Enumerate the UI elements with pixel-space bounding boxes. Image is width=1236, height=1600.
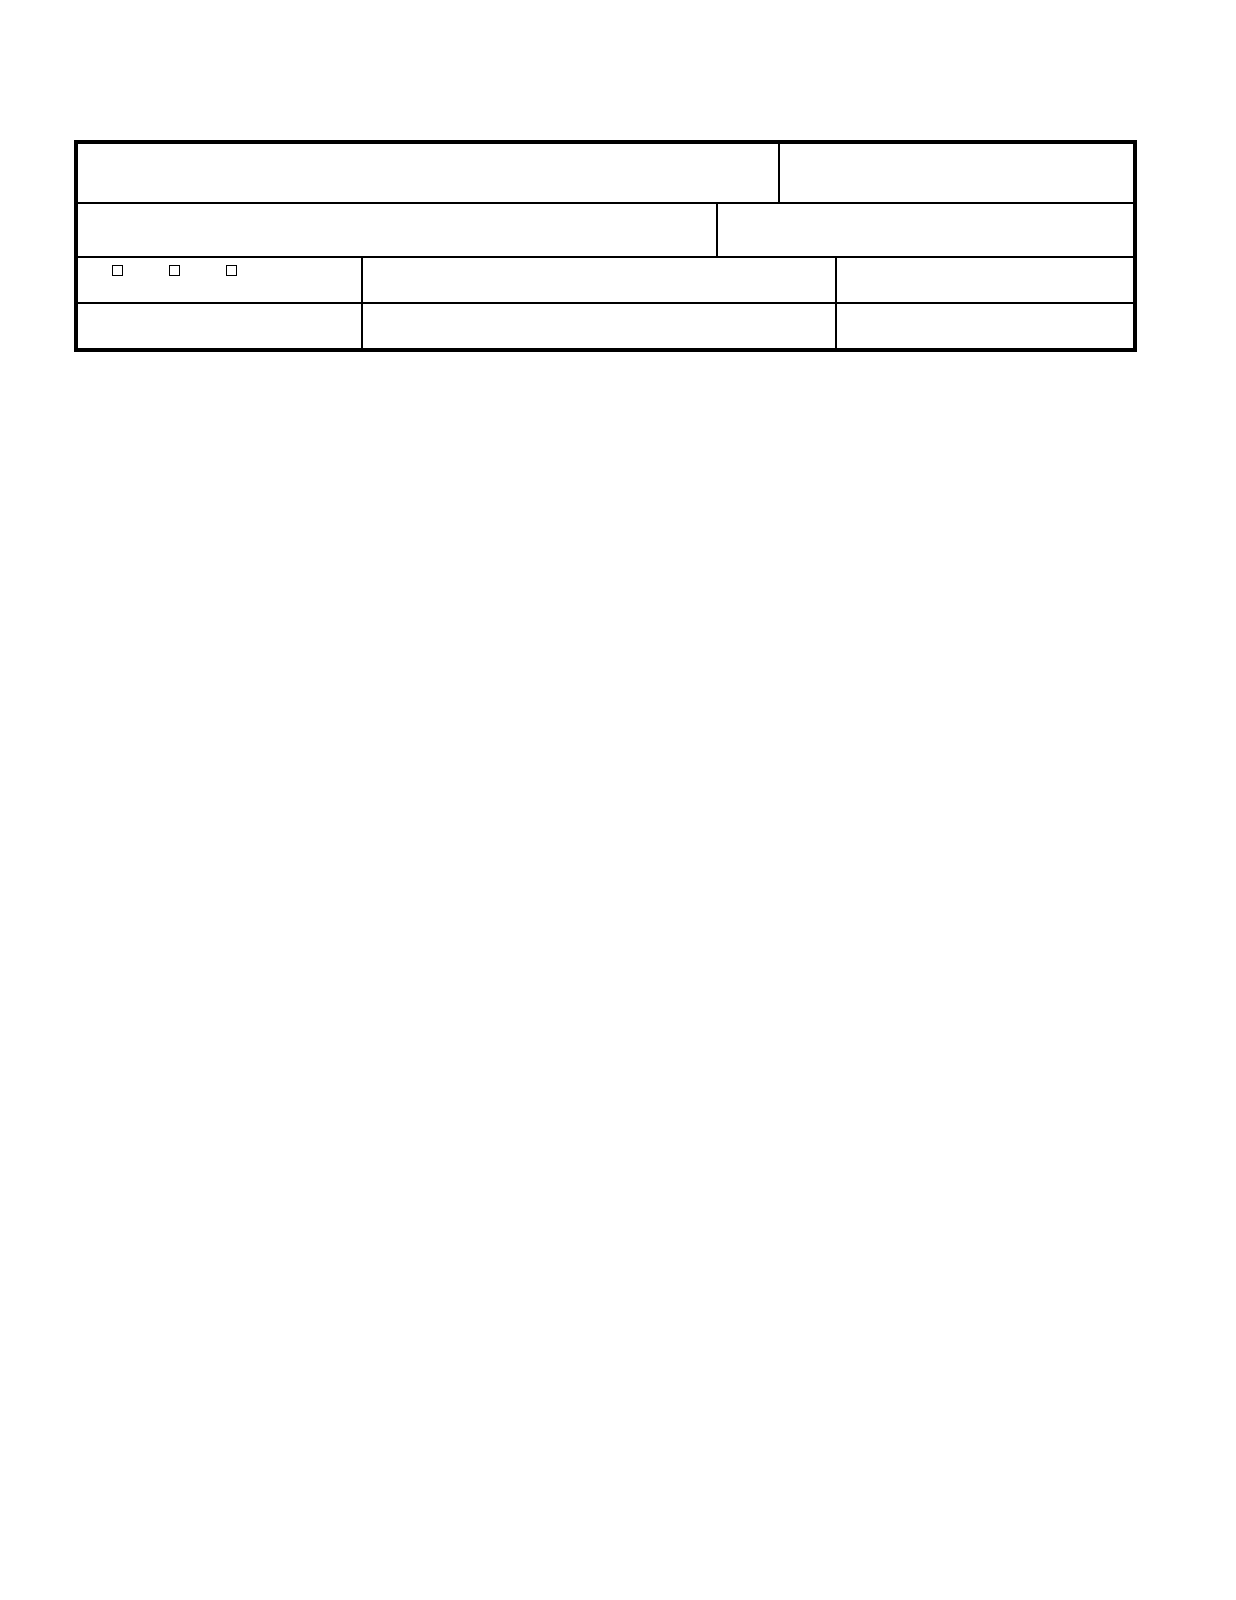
checkbox-icon[interactable] <box>112 265 123 276</box>
track-option-fw[interactable] <box>226 265 243 276</box>
track-options <box>90 265 361 276</box>
student-info-box <box>74 140 1137 352</box>
info-row-minor <box>78 304 1133 350</box>
track-option-ws[interactable] <box>112 265 129 276</box>
track-cell-continuation <box>78 304 361 350</box>
checkbox-icon[interactable] <box>226 265 237 276</box>
name-field-cell[interactable] <box>78 144 778 202</box>
info-row-name <box>78 144 1133 204</box>
checkbox-icon[interactable] <box>169 265 180 276</box>
minor-field-cell[interactable] <box>361 304 835 350</box>
track-option-sf[interactable] <box>169 265 186 276</box>
student-id-field-cell[interactable] <box>778 144 1133 202</box>
phone-field-cell[interactable] <box>716 204 1133 256</box>
info-row-email <box>78 204 1133 258</box>
catalog-year-minor-field-cell[interactable] <box>835 304 1133 350</box>
catalog-year-major-field-cell[interactable] <box>835 258 1133 302</box>
info-row-major <box>78 258 1133 304</box>
email-field-cell[interactable] <box>78 204 716 256</box>
major-field-cell[interactable] <box>361 258 835 302</box>
track-cell <box>78 258 361 302</box>
